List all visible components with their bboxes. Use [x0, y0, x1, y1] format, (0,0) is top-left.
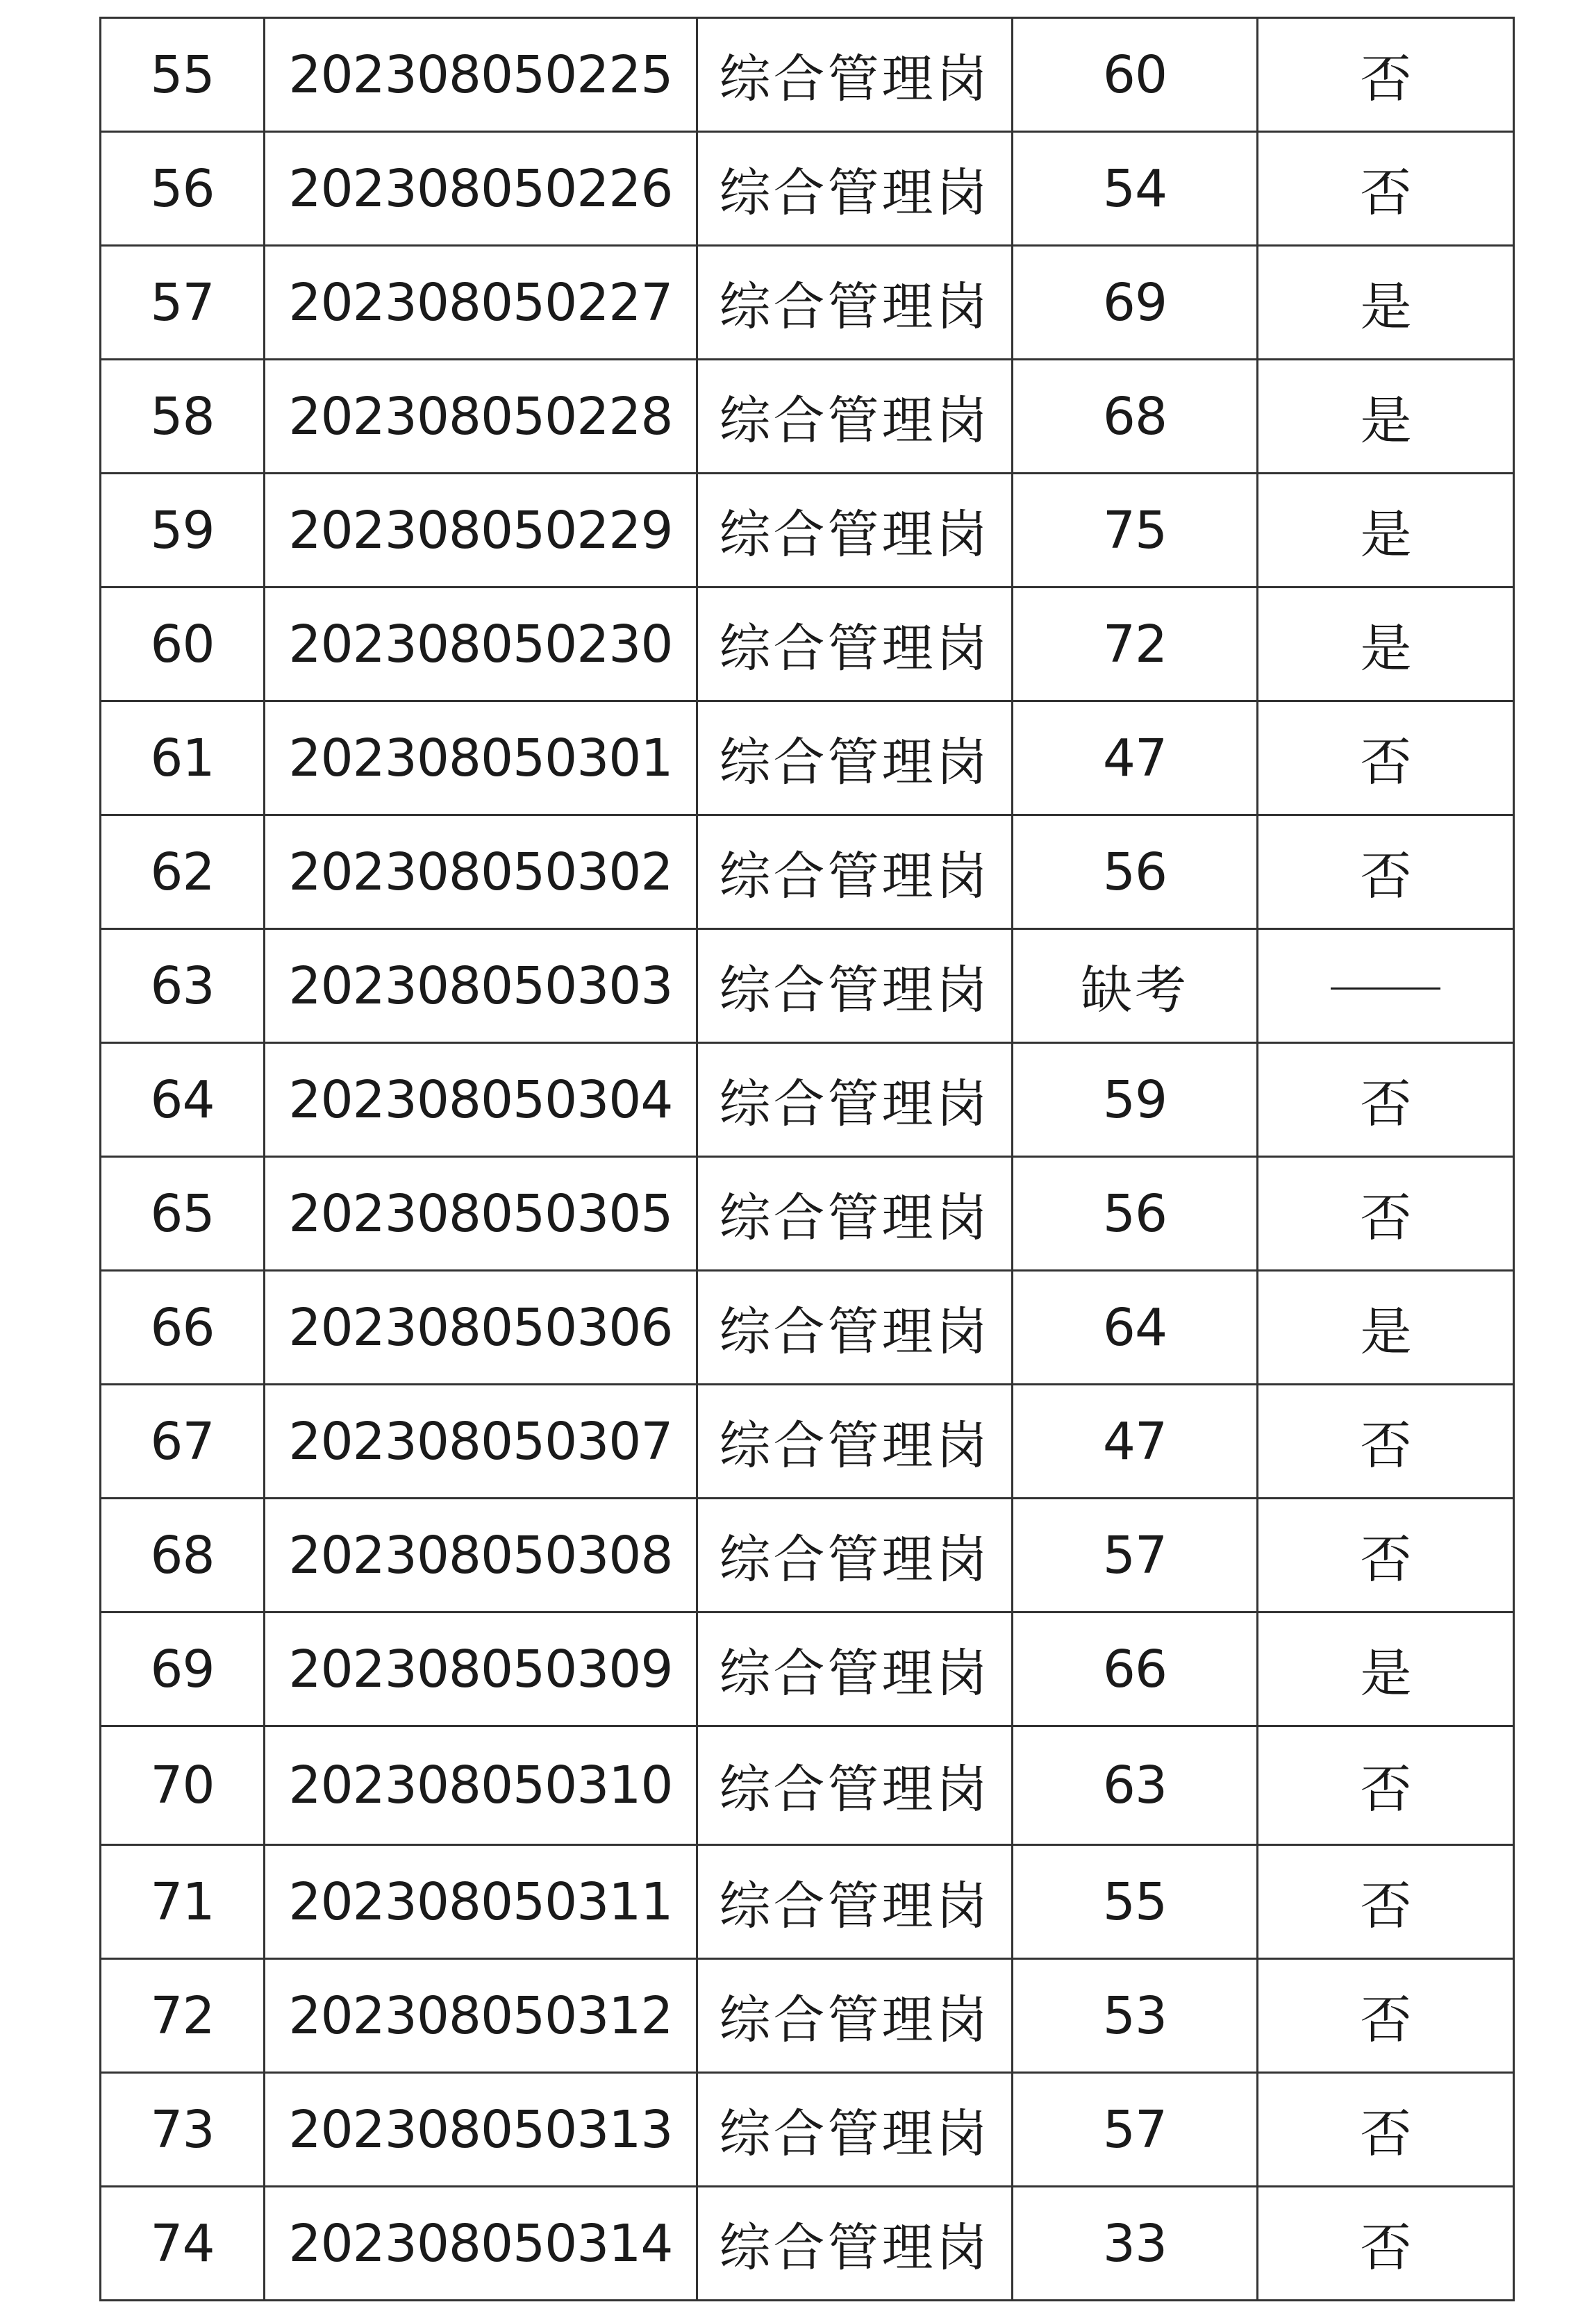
qualified-cell	[1258, 929, 1514, 1043]
row-number-cell: 68	[101, 1499, 265, 1612]
qualified-cell: 是	[1258, 587, 1514, 701]
position-cell: 综合管理岗	[697, 815, 1013, 929]
exam-id-cell: 202308050226	[265, 132, 697, 246]
score-cell: 47	[1013, 701, 1258, 815]
results-table-body	[101, 18, 1514, 2301]
score-cell: 56	[1013, 815, 1258, 929]
row-number-cell: 60	[101, 587, 265, 701]
row-number-cell: 55	[101, 18, 265, 132]
row-number-cell: 71	[101, 1845, 265, 1959]
row-number-cell: 69	[101, 1612, 265, 1726]
position-cell: 综合管理岗	[697, 1271, 1013, 1385]
qualified-cell: 否	[1258, 1959, 1514, 2073]
exam-id-cell: 202308050307	[265, 1385, 697, 1499]
score-cell: 54	[1013, 132, 1258, 246]
score-cell: 64	[1013, 1271, 1258, 1385]
position-cell: 综合管理岗	[697, 1157, 1013, 1271]
table-row	[101, 246, 1514, 360]
table-row	[101, 1043, 1514, 1157]
exam-id-cell: 202308050227	[265, 246, 697, 360]
position-cell: 综合管理岗	[697, 1499, 1013, 1612]
qualified-cell: 否	[1258, 1845, 1514, 1959]
score-cell: 72	[1013, 587, 1258, 701]
position-cell: 综合管理岗	[697, 1612, 1013, 1726]
qualified-cell: 是	[1258, 1271, 1514, 1385]
score-cell: 68	[1013, 360, 1258, 474]
position-cell: 综合管理岗	[697, 2073, 1013, 2187]
position-cell: 综合管理岗	[697, 929, 1013, 1043]
exam-id-cell: 202308050302	[265, 815, 697, 929]
score-cell: 63	[1013, 1726, 1258, 1845]
qualified-cell: 否	[1258, 2187, 1514, 2301]
exam-id-cell: 202308050304	[265, 1043, 697, 1157]
table-row	[101, 1157, 1514, 1271]
qualified-cell: 是	[1258, 474, 1514, 587]
exam-id-cell: 202308050310	[265, 1726, 697, 1845]
score-cell: 69	[1013, 246, 1258, 360]
position-cell: 综合管理岗	[697, 1385, 1013, 1499]
position-cell: 综合管理岗	[697, 1845, 1013, 1959]
row-number-cell: 73	[101, 2073, 265, 2187]
table-row	[101, 701, 1514, 815]
row-number-cell: 74	[101, 2187, 265, 2301]
qualified-cell: 否	[1258, 1499, 1514, 1612]
qualified-cell: 否	[1258, 815, 1514, 929]
score-cell: 47	[1013, 1385, 1258, 1499]
score-cell: 75	[1013, 474, 1258, 587]
position-cell: 综合管理岗	[697, 1726, 1013, 1845]
table-row	[101, 587, 1514, 701]
qualified-cell: 是	[1258, 1612, 1514, 1726]
score-cell: 60	[1013, 18, 1258, 132]
position-cell: 综合管理岗	[697, 474, 1013, 587]
results-table	[99, 17, 1515, 2301]
table-row	[101, 360, 1514, 474]
exam-id-cell: 202308050309	[265, 1612, 697, 1726]
qualified-cell: 否	[1258, 1043, 1514, 1157]
exam-id-cell: 202308050305	[265, 1157, 697, 1271]
position-cell: 综合管理岗	[697, 1959, 1013, 2073]
qualified-cell: 否	[1258, 132, 1514, 246]
score-cell: 66	[1013, 1612, 1258, 1726]
position-cell: 综合管理岗	[697, 701, 1013, 815]
exam-id-cell: 202308050229	[265, 474, 697, 587]
table-row	[101, 1845, 1514, 1959]
row-number-cell: 65	[101, 1157, 265, 1271]
exam-id-cell: 202308050313	[265, 2073, 697, 2187]
qualified-cell: 是	[1258, 360, 1514, 474]
position-cell: 综合管理岗	[697, 360, 1013, 474]
score-cell: 33	[1013, 2187, 1258, 2301]
qualified-cell: 否	[1258, 18, 1514, 132]
score-cell: 56	[1013, 1157, 1258, 1271]
table-row	[101, 1499, 1514, 1612]
exam-id-cell: 202308050225	[265, 18, 697, 132]
row-number-cell: 66	[101, 1271, 265, 1385]
row-number-cell: 72	[101, 1959, 265, 2073]
position-cell: 综合管理岗	[697, 132, 1013, 246]
table-row	[101, 1612, 1514, 1726]
qualified-cell: 否	[1258, 701, 1514, 815]
table-row	[101, 1959, 1514, 2073]
row-number-cell: 61	[101, 701, 265, 815]
exam-id-cell: 202308050314	[265, 2187, 697, 2301]
position-cell: 综合管理岗	[697, 18, 1013, 132]
table-row	[101, 18, 1514, 132]
score-cell: 57	[1013, 1499, 1258, 1612]
row-number-cell: 70	[101, 1726, 265, 1845]
table-row	[101, 1726, 1514, 1845]
row-number-cell: 57	[101, 246, 265, 360]
qualified-cell: 否	[1258, 1157, 1514, 1271]
qualified-cell: 否	[1258, 1726, 1514, 1845]
position-cell: 综合管理岗	[697, 2187, 1013, 2301]
table-row	[101, 2073, 1514, 2187]
exam-id-cell: 202308050308	[265, 1499, 697, 1612]
qualified-cell: 否	[1258, 1385, 1514, 1499]
row-number-cell: 63	[101, 929, 265, 1043]
row-number-cell: 59	[101, 474, 265, 587]
qualified-cell: 是	[1258, 246, 1514, 360]
table-row	[101, 1271, 1514, 1385]
table-row	[101, 2187, 1514, 2301]
row-number-cell: 56	[101, 132, 265, 246]
qualified-cell: 否	[1258, 2073, 1514, 2187]
score-cell: 53	[1013, 1959, 1258, 2073]
score-cell: 59	[1013, 1043, 1258, 1157]
row-number-cell: 67	[101, 1385, 265, 1499]
table-row	[101, 132, 1514, 246]
exam-id-cell: 202308050228	[265, 360, 697, 474]
table-row	[101, 815, 1514, 929]
table-row	[101, 474, 1514, 587]
row-number-cell: 62	[101, 815, 265, 929]
exam-id-cell: 202308050230	[265, 587, 697, 701]
position-cell: 综合管理岗	[697, 587, 1013, 701]
score-cell: 55	[1013, 1845, 1258, 1959]
dash-mark	[1331, 987, 1440, 990]
exam-id-cell: 202308050311	[265, 1845, 697, 1959]
position-cell: 综合管理岗	[697, 246, 1013, 360]
score-cell: 缺考	[1013, 929, 1258, 1043]
exam-id-cell: 202308050301	[265, 701, 697, 815]
exam-id-cell: 202308050303	[265, 929, 697, 1043]
row-number-cell: 58	[101, 360, 265, 474]
row-number-cell: 64	[101, 1043, 265, 1157]
position-cell: 综合管理岗	[697, 1043, 1013, 1157]
exam-id-cell: 202308050312	[265, 1959, 697, 2073]
score-cell: 57	[1013, 2073, 1258, 2187]
table-row	[101, 929, 1514, 1043]
exam-id-cell: 202308050306	[265, 1271, 697, 1385]
table-row	[101, 1385, 1514, 1499]
